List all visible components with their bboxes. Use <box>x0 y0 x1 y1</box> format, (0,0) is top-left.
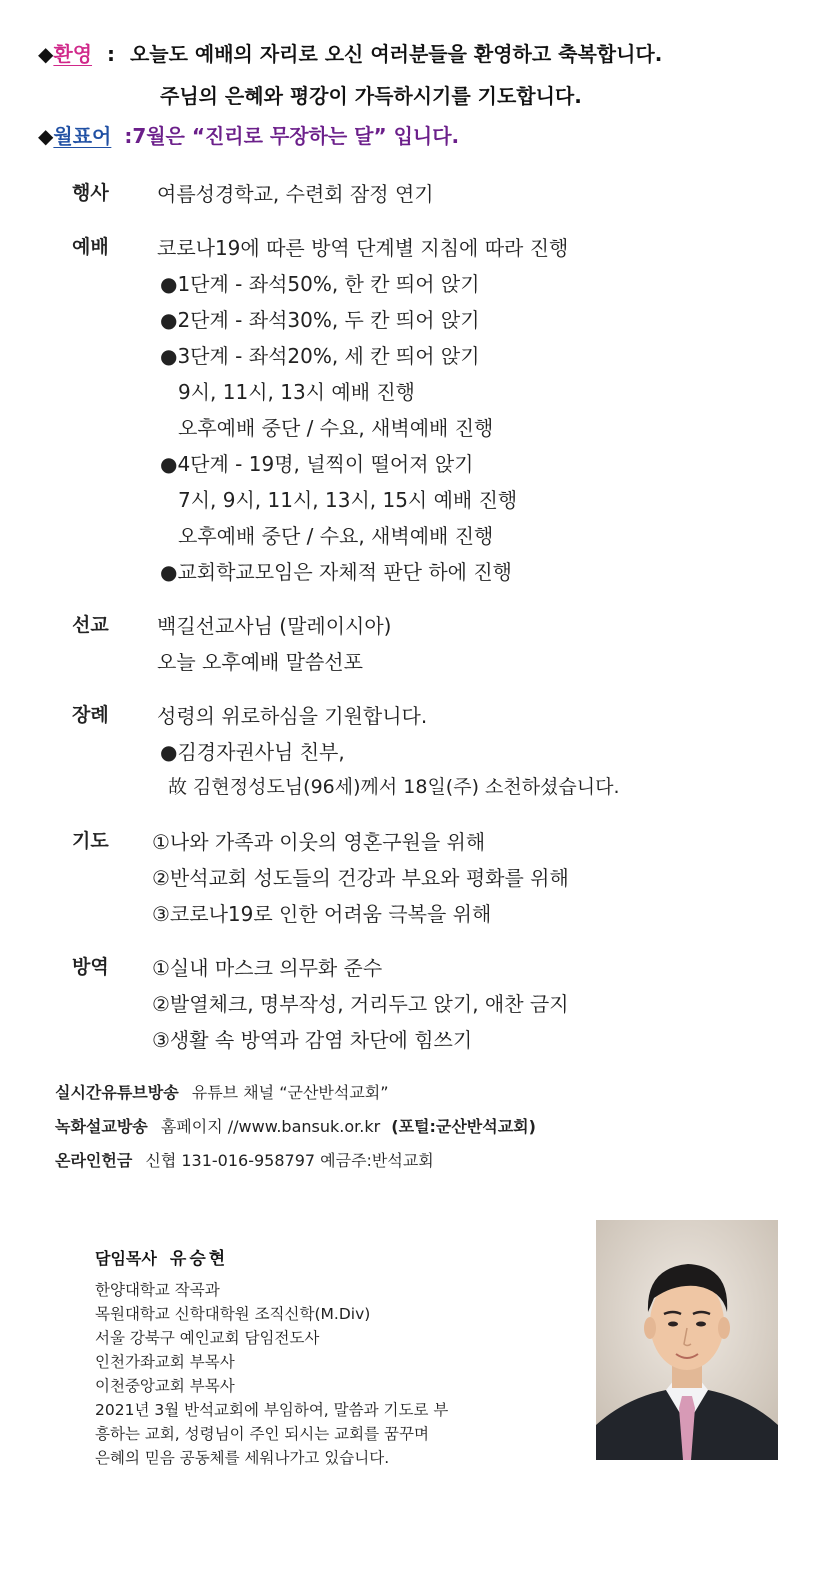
section-label-event: 행사 <box>72 182 109 204</box>
worship-line: 오후예배 중단 / 수요, 새벽예배 진행 <box>178 524 494 548</box>
bio-line: 서울 강북구 예인교회 담임전도사 <box>95 1329 320 1347</box>
recorded-portal: (포털:군산반석교회) <box>391 1117 536 1136</box>
offering-row <box>55 1148 434 1171</box>
worship-line: 9시, 11시, 13시 예배 진행 <box>178 380 416 404</box>
worship-line: ●3단계 - 좌석20%, 세 칸 띄어 앉기 <box>160 344 480 368</box>
section-label-mission: 선교 <box>72 614 109 636</box>
worship-line: 코로나19에 따른 방역 단계별 지침에 따라 진행 <box>157 236 569 260</box>
bio-line: 이천중앙교회 부목사 <box>95 1377 235 1395</box>
welcome-text-1: 오늘도 예배의 자리로 오신 여러분들을 환영하고 축복합니다. <box>129 42 663 66</box>
worship-line: ●2단계 - 좌석30%, 두 칸 띄어 앉기 <box>160 308 480 332</box>
recorded-text: 홈페이지 //www.bansuk.or.kr <box>160 1117 381 1136</box>
bio-line: 한양대학교 작곡과 <box>95 1281 220 1299</box>
funeral-line: 故 김현정성도님(96세)께서 18일(주) 소천하셨습니다. <box>168 776 620 798</box>
diamond-bullet-icon: ◆ <box>38 42 54 66</box>
event-line: 여름성경학교, 수련회 잠정 연기 <box>157 182 434 206</box>
funeral-line: 성령의 위로하심을 기원합니다. <box>157 704 428 728</box>
recorded-label: 녹화설교방송 <box>55 1117 148 1136</box>
prayer-line: ①나와 가족과 이웃의 영혼구원을 위해 <box>152 830 486 854</box>
pastor-name: 유승현 <box>169 1249 229 1269</box>
youtube-text: 유튜브 채널 “군산반석교회” <box>191 1083 389 1102</box>
quarantine-line: ①실내 마스크 의무화 준수 <box>152 956 383 980</box>
recorded-broadcast-row <box>55 1114 536 1137</box>
quarantine-line: ③생활 속 방역과 감염 차단에 힘쓰기 <box>152 1028 473 1052</box>
bio-line: 은혜의 믿음 공동체를 세워나가고 있습니다. <box>95 1449 390 1467</box>
pastor-heading <box>95 1244 228 1269</box>
worship-line: 오후예배 중단 / 수요, 새벽예배 진행 <box>178 416 494 440</box>
motto-keyword: 월표어 <box>53 124 112 148</box>
bio-line: 목원대학교 신학대학원 조직신학(M.Div) <box>95 1305 371 1323</box>
welcome-text-2: 주님의 은혜와 평강이 가득하시기를 기도합니다. <box>160 84 582 108</box>
welcome-line-1 <box>38 38 662 67</box>
section-label-worship: 예배 <box>72 236 109 258</box>
bio-line: 2021년 3월 반석교회에 부임하여, 말씀과 기도로 부 <box>95 1401 449 1419</box>
bio-line: 인천가좌교회 부목사 <box>95 1353 235 1371</box>
youtube-label: 실시간유튜브방송 <box>55 1083 179 1102</box>
motto-text: :7월은 “진리로 무장하는 달” 입니다. <box>124 124 460 148</box>
offering-text: 신협 131-016-958797 예금주:반석교회 <box>145 1151 434 1170</box>
motto-line <box>38 120 459 149</box>
prayer-line: ②반석교회 성도들의 건강과 부요와 평화를 위해 <box>152 866 569 890</box>
pastor-bio <box>95 1278 448 1470</box>
diamond-bullet-icon: ◆ <box>38 124 54 148</box>
mission-line: 오늘 오후예배 말씀선포 <box>157 650 363 674</box>
welcome-colon: : <box>107 42 115 66</box>
prayer-line: ③코로나19로 인한 어려움 극복을 위해 <box>152 902 492 926</box>
section-label-prayer: 기도 <box>72 830 109 852</box>
pastor-title: 담임목사 <box>95 1249 157 1268</box>
portrait-image <box>596 1220 778 1460</box>
welcome-keyword: 환영 <box>53 42 93 66</box>
worship-line: 7시, 9시, 11시, 13시, 15시 예배 진행 <box>178 488 518 512</box>
bio-line: 흥하는 교회, 성령님이 주인 되시는 교회를 꿈꾸며 <box>95 1425 429 1443</box>
worship-line: ●1단계 - 좌석50%, 한 칸 띄어 앉기 <box>160 272 480 296</box>
worship-line: ●교회학교모임은 자체적 판단 하에 진행 <box>160 560 513 584</box>
quarantine-line: ②발열체크, 명부작성, 거리두고 앉기, 애찬 금지 <box>152 992 569 1016</box>
mission-line: 백길선교사님 (말레이시아) <box>157 614 392 638</box>
worship-line: ●4단계 - 19명, 널찍이 떨어져 앉기 <box>160 452 474 476</box>
offering-label: 온라인헌금 <box>55 1151 133 1170</box>
pastor-photo <box>596 1220 778 1460</box>
section-label-quarantine: 방역 <box>72 956 109 978</box>
section-label-funeral: 장례 <box>72 704 109 726</box>
funeral-line: ●김경자권사님 친부, <box>160 740 345 764</box>
youtube-broadcast-row <box>55 1080 389 1103</box>
